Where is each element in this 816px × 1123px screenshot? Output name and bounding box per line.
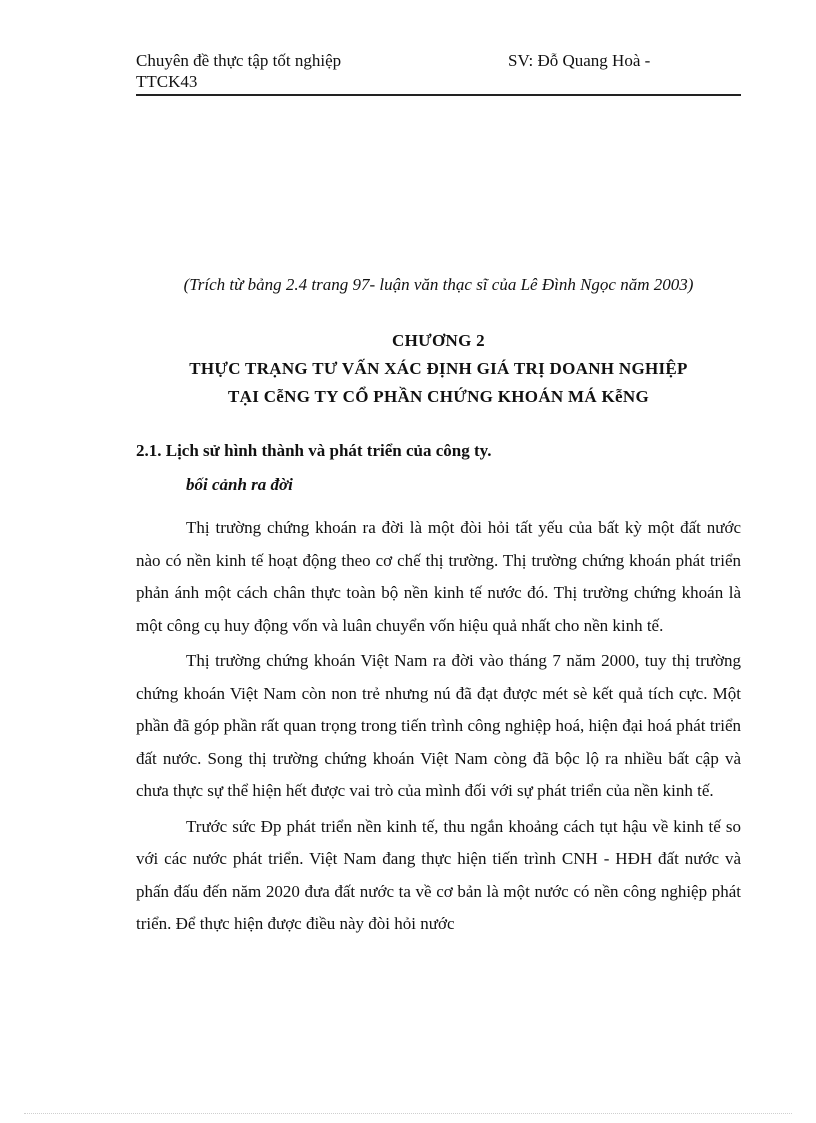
header-student-name: SV: Đỗ Quang Hoà - bbox=[508, 51, 651, 70]
paragraph: Thị trường chứng khoán ra đời là một đòi hỏi tất yếu của bất kỳ một đất nước nào có nền kinh tế hoạt động theo cơ chế thị trường. Thị trường chứng khoán phát triển phản ánh một cách chân thực toàn bộ nền kinh tế nước đó. Thị trường chứng khoán là một công cụ huy động vốn và luân chuyển vốn hiệu quả nhất cho nền kinh tế. bbox=[136, 518, 741, 635]
body-text bbox=[136, 512, 741, 944]
subsection-heading: bối cảnh ra đời bbox=[186, 475, 293, 494]
chapter-title-line-2: TẠI CễNG TY CỔ PHẦN CHỨNG KHOÁN MÁ KễNG bbox=[228, 387, 649, 406]
page-header bbox=[136, 50, 741, 96]
chapter-title-line-1: THỰC TRẠNG TƯ VẤN XÁC ĐỊNH GIÁ TRỊ DOANH NGHIỆP bbox=[189, 359, 688, 378]
paragraph: Trước sức Đp phát triển nền kinh tế, thu ngắn khoảng cách tụt hậu về kinh tế so với các nước phát triển. Việt Nam đang thực hiện tiến trình CNH - HĐH đất nước và phấn đấu đến năm 2020 đưa đất nước ta về cơ bản là một nước có nền công nghiệp phát triển. Để thực hiện được điều này đòi hỏi nước bbox=[136, 816, 741, 933]
header-course-code: TTCK43 bbox=[136, 72, 198, 91]
header-document-title: Chuyên đề thực tập tốt nghiệp bbox=[136, 51, 342, 70]
section-heading: 2.1. Lịch sử hình thành và phát triển của công ty. bbox=[136, 441, 492, 460]
chapter-number: CHƯƠNG 2 bbox=[392, 331, 485, 350]
paragraph: Thị trường chứng khoán Việt Nam ra đời vào tháng 7 năm 2000, tuy thị trường chứng khoán Việt Nam còn non trẻ nhưng nú đã đạt được mét sè kết quả tích cực. Một phần đã góp phần rất quan trọng trong tiến trình công nghiệp hoá, hiện đại hoá phát triển đất nước. Song thị trường chứng khoán Việt Nam còng đã bộc lộ ra nhiều bất cập và chưa thực sự thể hiện hết được vai trò của mình đối với sự phát triển của nền kinh tế. bbox=[136, 651, 741, 800]
footer-divider bbox=[24, 1113, 792, 1114]
table-citation: (Trích từ bảng 2.4 trang 97- luận văn thạc sĩ của Lê Đình Ngọc năm 2003) bbox=[183, 275, 694, 294]
